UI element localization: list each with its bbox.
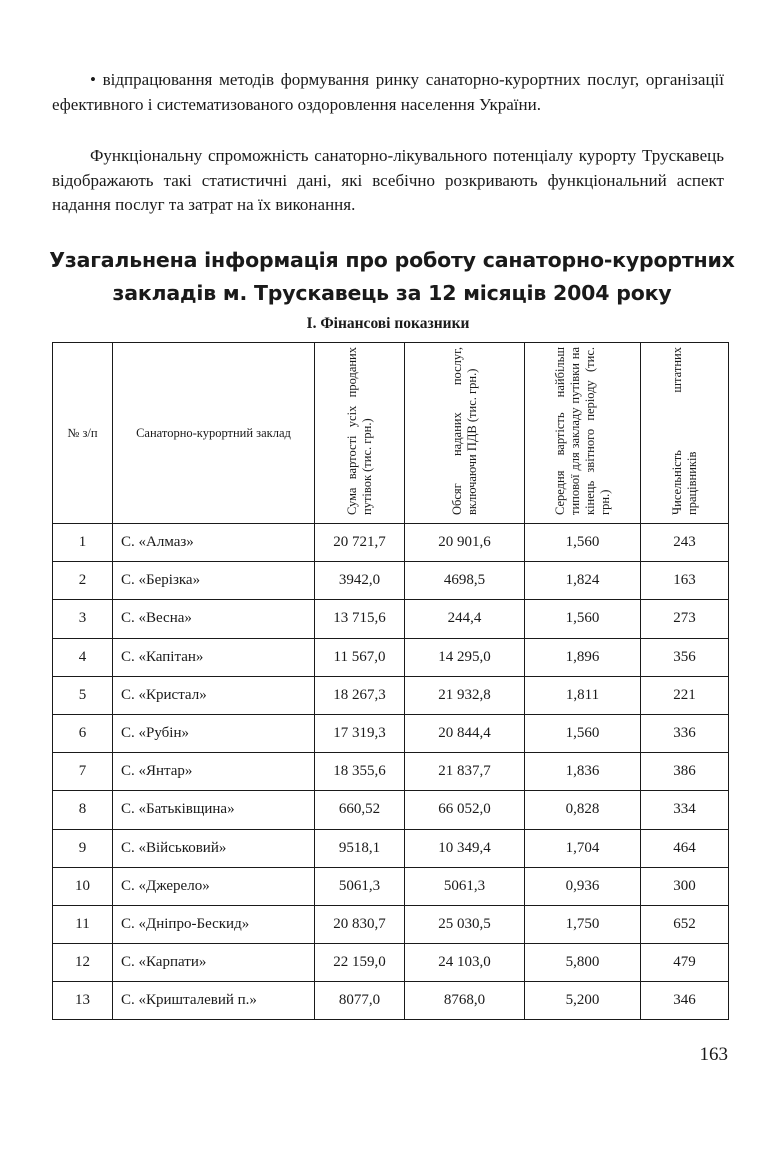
table-row [53,867,729,905]
table-body [53,524,729,1020]
table-subtitle: І. Фінансові показники [306,315,470,332]
header-number: № з/п [53,343,113,524]
institution-name-cell: С. «Кришталевий п.» [113,982,315,1020]
average-price-cell: 0,828 [525,791,641,829]
sales-sum-cell: 11 567,0 [315,638,405,676]
sales-sum-cell: 9518,1 [315,829,405,867]
row-number-cell: 3 [53,600,113,638]
services-volume-cell: 20 844,4 [405,714,525,752]
header-staff-count: Чисельність штатних працівників [641,343,729,524]
average-price-cell: 1,836 [525,753,641,791]
row-number-cell: 2 [53,562,113,600]
table-row [53,753,729,791]
staff-count-cell: 273 [641,600,729,638]
row-number-cell: 8 [53,791,113,829]
staff-count-cell: 221 [641,676,729,714]
institution-name-cell: С. «Дніпро-Бескид» [113,905,315,943]
staff-count-cell: 334 [641,791,729,829]
row-number-cell: 9 [53,829,113,867]
row-number-cell: 12 [53,944,113,982]
table-row [53,600,729,638]
services-volume-cell: 5061,3 [405,867,525,905]
staff-count-cell: 652 [641,905,729,943]
institution-name-cell: С. «Карпати» [113,944,315,982]
paragraph-body: Функціональну спроможність санаторно-лікувального потенціалу курорту Трускавець відображають такі статистичні дані, які всебічно розкривають функціональний аспект надання послуг та затрат на їх виконання. [52,146,724,214]
paragraph-bullet: • відпрацювання методів формування ринку санаторно-курортних послуг, організації ефективного і систематизованого оздоровлення населення України. [52,70,724,114]
average-price-cell: 1,704 [525,829,641,867]
row-number-cell: 11 [53,905,113,943]
page-number: 163 [699,1044,728,1065]
staff-count-cell: 386 [641,753,729,791]
header-institution: Санаторно-курортний заклад [113,343,315,524]
row-number-cell: 7 [53,753,113,791]
table-row [53,905,729,943]
services-volume-cell: 14 295,0 [405,638,525,676]
row-number-cell: 5 [53,676,113,714]
services-volume-cell: 10 349,4 [405,829,525,867]
table-header-row [53,343,729,524]
services-volume-cell: 244,4 [405,600,525,638]
institution-name-cell: С. «Джерело» [113,867,315,905]
services-volume-cell: 8768,0 [405,982,525,1020]
row-number-cell: 6 [53,714,113,752]
row-number-cell: 1 [53,524,113,562]
sales-sum-cell: 3942,0 [315,562,405,600]
services-volume-cell: 21 932,8 [405,676,525,714]
institution-name-cell: С. «Янтар» [113,753,315,791]
section-title-line-1: Узагальнена інформація про роботу санаторно-курортних [49,248,735,272]
sales-sum-cell: 22 159,0 [315,944,405,982]
staff-count-cell: 243 [641,524,729,562]
table-row [53,676,729,714]
staff-count-cell: 346 [641,982,729,1020]
sales-sum-cell: 660,52 [315,791,405,829]
table-row [53,944,729,982]
row-number-cell: 10 [53,867,113,905]
sales-sum-cell: 18 355,6 [315,753,405,791]
institution-name-cell: С. «Капітан» [113,638,315,676]
header-average-price: Середня вартість найбільш типової для закладу путівки на кінець звітного періоду (тис. грн.) [525,343,641,524]
services-volume-cell: 25 030,5 [405,905,525,943]
average-price-cell: 1,560 [525,714,641,752]
services-volume-cell: 4698,5 [405,562,525,600]
average-price-cell: 1,896 [525,638,641,676]
average-price-cell: 1,560 [525,600,641,638]
sales-sum-cell: 8077,0 [315,982,405,1020]
services-volume-cell: 20 901,6 [405,524,525,562]
table-row [53,524,729,562]
average-price-cell: 5,200 [525,982,641,1020]
staff-count-cell: 163 [641,562,729,600]
sales-sum-cell: 13 715,6 [315,600,405,638]
staff-count-cell: 464 [641,829,729,867]
row-number-cell: 13 [53,982,113,1020]
section-title-line-2: закладів м. Трускавець за 12 місяців 2004 року [112,281,672,305]
institution-name-cell: С. «Берізка» [113,562,315,600]
institution-name-cell: С. «Алмаз» [113,524,315,562]
staff-count-cell: 356 [641,638,729,676]
average-price-cell: 1,811 [525,676,641,714]
sales-sum-cell: 18 267,3 [315,676,405,714]
sales-sum-cell: 5061,3 [315,867,405,905]
table-row [53,562,729,600]
sales-sum-cell: 20 830,7 [315,905,405,943]
staff-count-cell: 300 [641,867,729,905]
services-volume-cell: 24 103,0 [405,944,525,982]
staff-count-cell: 479 [641,944,729,982]
institution-name-cell: С. «Кристал» [113,676,315,714]
table-row [53,791,729,829]
institution-name-cell: С. «Рубін» [113,714,315,752]
services-volume-cell: 21 837,7 [405,753,525,791]
services-volume-cell: 66 052,0 [405,791,525,829]
table-row [53,829,729,867]
table-row [53,638,729,676]
average-price-cell: 0,936 [525,867,641,905]
staff-count-cell: 336 [641,714,729,752]
institution-name-cell: С. «Батьківщина» [113,791,315,829]
institution-name-cell: С. «Військовий» [113,829,315,867]
header-sales-sum: Сума вартості усіх проданих путівок (тис. грн.) [315,343,405,524]
table-row [53,714,729,752]
average-price-cell: 1,824 [525,562,641,600]
header-services-volume: Обсяг наданих послуг, включаючи ПДВ (тис. грн.) [405,343,525,524]
institution-name-cell: С. «Весна» [113,600,315,638]
average-price-cell: 1,560 [525,524,641,562]
sales-sum-cell: 17 319,3 [315,714,405,752]
average-price-cell: 1,750 [525,905,641,943]
financial-indicators-table [52,342,729,1020]
table-row [53,982,729,1020]
sales-sum-cell: 20 721,7 [315,524,405,562]
row-number-cell: 4 [53,638,113,676]
average-price-cell: 5,800 [525,944,641,982]
